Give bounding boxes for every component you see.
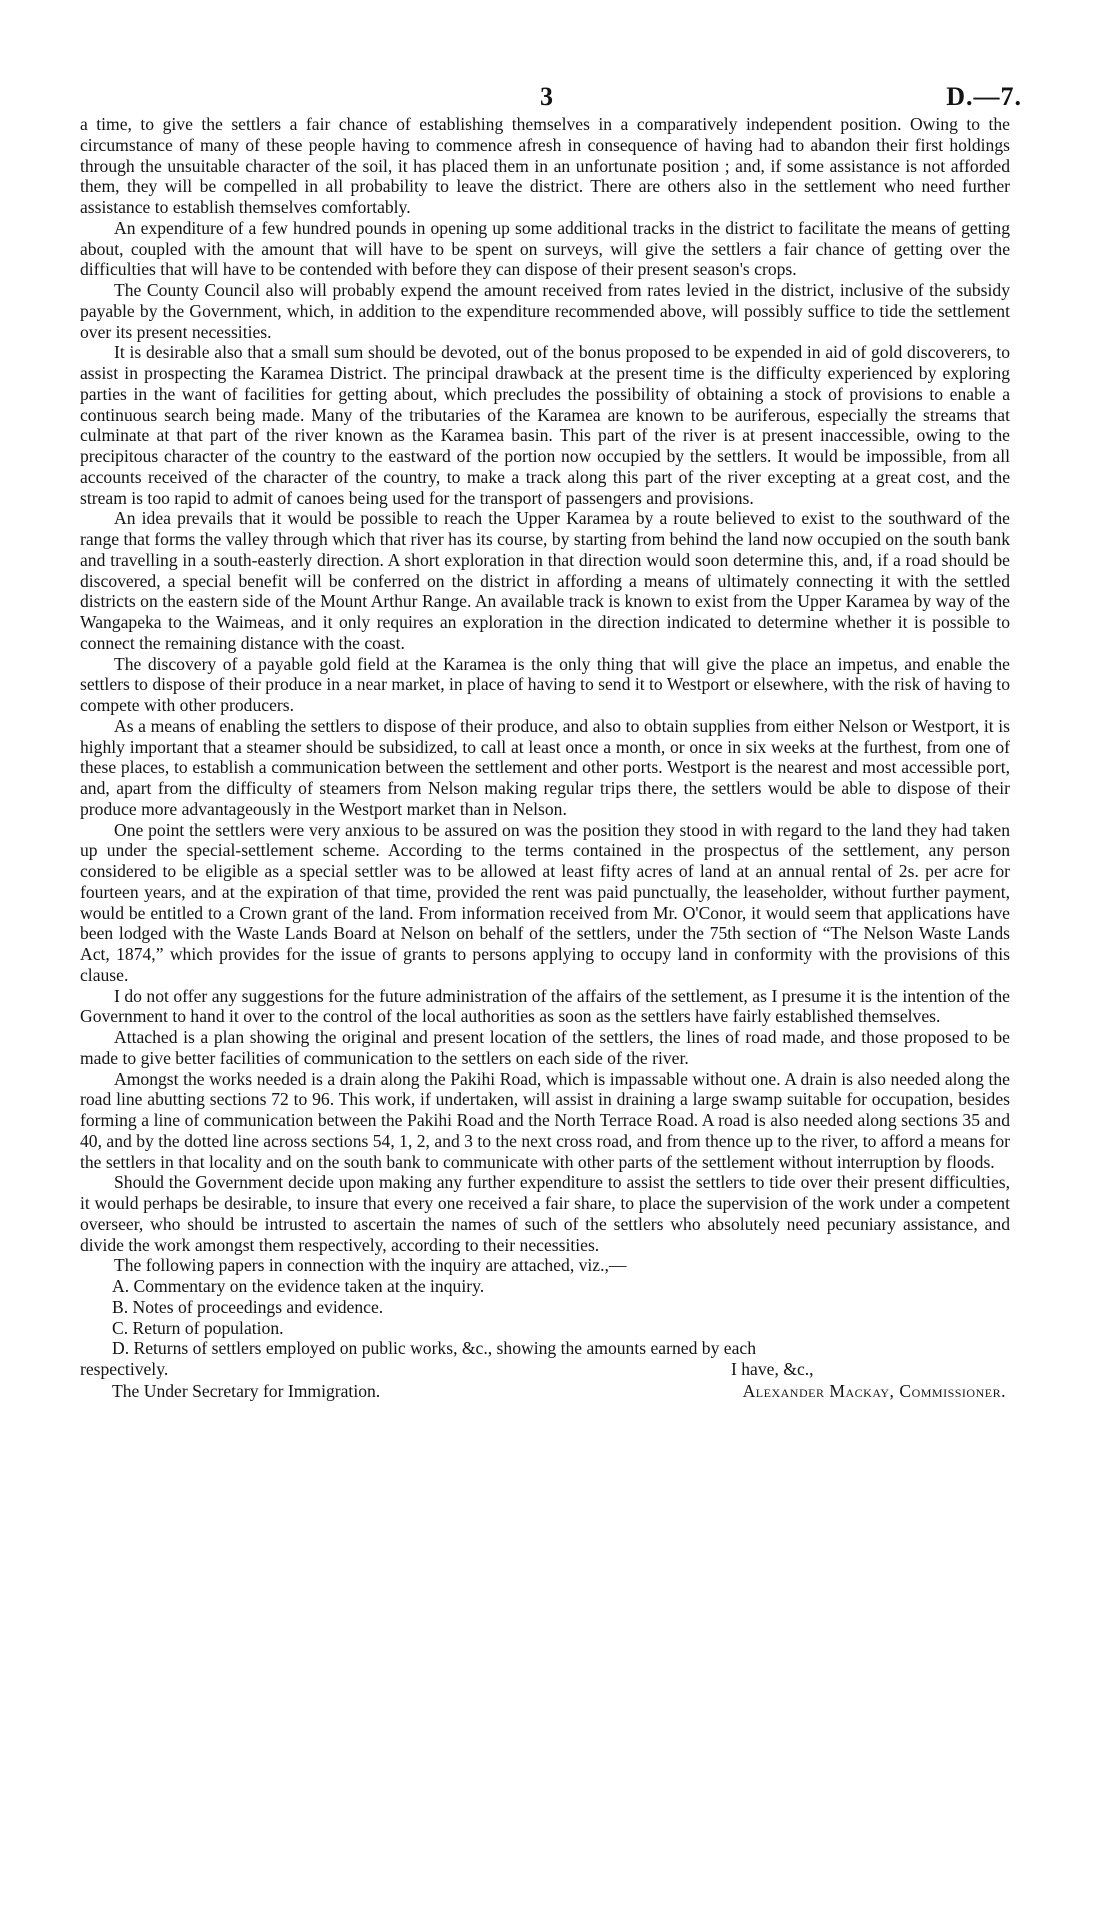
paragraph: a time, to give the settlers a fair chance of establishing themselves in a comparatively independent position. Owing to the circumstance of many of these people having to commence afresh in consequence of having had to abandon their first holdings through the unsuitable character of the soil, it has placed them in an unfortunate position ; and, if some assistance is not afforded them, they will be compelled in all probability to leave the district. There are others also in the settlement who need further assistance to establish themselves comfortably.	[80, 114, 1010, 217]
paragraph: An idea prevails that it would be possible to reach the Upper Karamea by a route believed to exist to the southward of the range that forms the valley through which that river has its course, by starting from behind the land now occupied on the south bank and travelling in a south-easterly direction. A short exploration in that direction would soon determine this, and, if a road should be discovered, a special benefit will be conferred on the district in affording a means of ultimately connecting it with the settled districts on the eastern side of the Mount Arthur Range. An available track is known to exist from the Upper Karamea by way of the Wangapeka to the Waimeas, and it only requires an exploration in the direction indicated to determine whether it is possible to connect the remaining distance with the coast.	[80, 508, 1010, 653]
page-number: 3	[540, 82, 553, 111]
valediction: I have, &c.,	[731, 1359, 814, 1379]
paragraph: The discovery of a payable gold field at the Karamea is the only thing that will give the place an impetus, and enable the settlers to dispose of their produce in a near market, in place of having to send it to Westport or elsewhere, with the risk of having to compete with other producers.	[80, 653, 1010, 715]
respectively-text: respectively.	[80, 1359, 169, 1379]
signature-line	[80, 1381, 1010, 1403]
attachment-item-c: C. Return of population.	[112, 1317, 284, 1338]
paragraph: An expenditure of a few hundred pounds in opening up some additional tracks in the district to facilitate the means of getting about, coupled with the amount that will have to be spent on surveys, will give the settlers a fair chance of getting over the difficulties that will have to be contended with before they can dispose of their present season's crops.	[80, 217, 1010, 280]
addressee: The Under Secretary for Immigration.	[112, 1381, 381, 1401]
paragraph: I do not offer any suggestions for the future administration of the affairs of the settlement, as I presume it is the intention of the Government to hand it over to the control of the local authorities as soon as the settlers have fairly established themselves.	[80, 985, 1010, 1027]
signoff-line	[80, 1359, 1010, 1381]
paragraph: Amongst the works needed is a drain along the Pakihi Road, which is impassable without one. A drain is also needed along the road line abutting sections 72 to 96. This work, if undertaken, will assist in draining a large swamp suitable for occupation, besides forming a line of communication between the Pakihi Road and the North Terrace Road. A road is also needed along sections 35 and 40, and by the dotted line across sections 54, 1, 2, and 3 to the next cross road, and from thence up to the river, to afford a means for the settlers in that locality and on the south bank to communicate with other parts of the settlement without interruption by floods.	[80, 1068, 1010, 1172]
signature: Alexander Mackay, Commissioner.	[742, 1381, 1006, 1401]
report-body	[80, 114, 1010, 1403]
paragraph: As a means of enabling the settlers to dispose of their produce, and also to obtain supplies from either Nelson or Westport, it is highly important that a steamer should be subsidized, to call at least once a month, or once in six weeks at the furthest, from one of these places, to establish a communication between the settlement and other ports. Westport is the nearest and most accessible port, and, apart from the difficulty of steamers from Nelson making regular trips there, the settlers would be able to dispose of their produce more advantageously in the Westport market than in Nelson.	[80, 715, 1010, 819]
attachment-item-d: D. Returns of settlers employed on public works, &c., showing the amounts earned by each	[112, 1338, 756, 1359]
paragraph: The following papers in connection with the inquiry are attached, viz.,—	[114, 1255, 627, 1276]
attachment-item-a: A. Commentary on the evidence taken at the inquiry.	[112, 1276, 485, 1296]
paragraph: The County Council also will probably expend the amount received from rates levied in the district, inclusive of the subsidy payable by the Government, which, in addition to the expenditure recommended above, will possibly suffice to tide the settlement over its present necessities.	[80, 280, 1010, 342]
paragraph: Attached is a plan showing the original and present location of the settlers, the lines of road made, and those proposed to be made to give better facilities of communication to the settlers on each side of the river.	[80, 1027, 1010, 1068]
attachment-item-b: B. Notes of proceedings and evidence.	[112, 1296, 384, 1317]
paragraph: It is desirable also that a small sum should be devoted, out of the bonus proposed to be expended in aid of gold discoverers, to assist in prospecting the Karamea District. The principal drawback at the present time is the difficulty experienced by exploring parties in the want of facilities for getting about, which precludes the possibility of obtaining a stock of provisions to enable a continuous search being made. Many of the tributaries of the Karamea are known to be auriferous, especially the streams that culminate at that part of the river known as the Karamea basin. This part of the river is at present inaccessible, owing to the precipitous character of the country to the eastward of the portion now occupied by the settlers. It would be impossible, from all accounts received of the character of the country, to make a track along this part of the river excepting at a great cost, and the stream is too rapid to admit of canoes being used for the transport of passengers and provisions.	[80, 342, 1010, 508]
paragraph: One point the settlers were very anxious to be assured on was the position they stood in with regard to the land they had taken up under the special-settlement scheme. According to the terms contained in the prospectus of the settlement, any person considered to be eligible as a special settler was to be allowed at least fifty acres of land at an annual rental of 2s. per acre for fourteen years, and at the expiration of that time, provided the rent was paid punctually, the leaseholder, without further payment, would be entitled to a Crown grant of the land. From information received from Mr. O'Conor, it would seem that applications have been lodged with the Waste Lands Board at Nelson on behalf of the settlers, under the 75th section of “The Nelson Waste Lands Act, 1874,” which provides for the issue of grants to persons applying to occupy land in conformity with the provisions of this clause.	[80, 819, 1010, 985]
page-header	[0, 82, 1114, 110]
paragraph: Should the Government decide upon making any further expenditure to assist the settlers to tide over their present difficulties, it would perhaps be desirable, to insure that every one received a fair share, to place the supervision of the work under a competent overseer, who should be intrusted to ascertain the names of such of the settlers who absolutely need pecuniary assistance, and divide the work amongst them respectively, according to their necessities.	[80, 1172, 1010, 1255]
document-reference: D.—7.	[946, 82, 1022, 111]
